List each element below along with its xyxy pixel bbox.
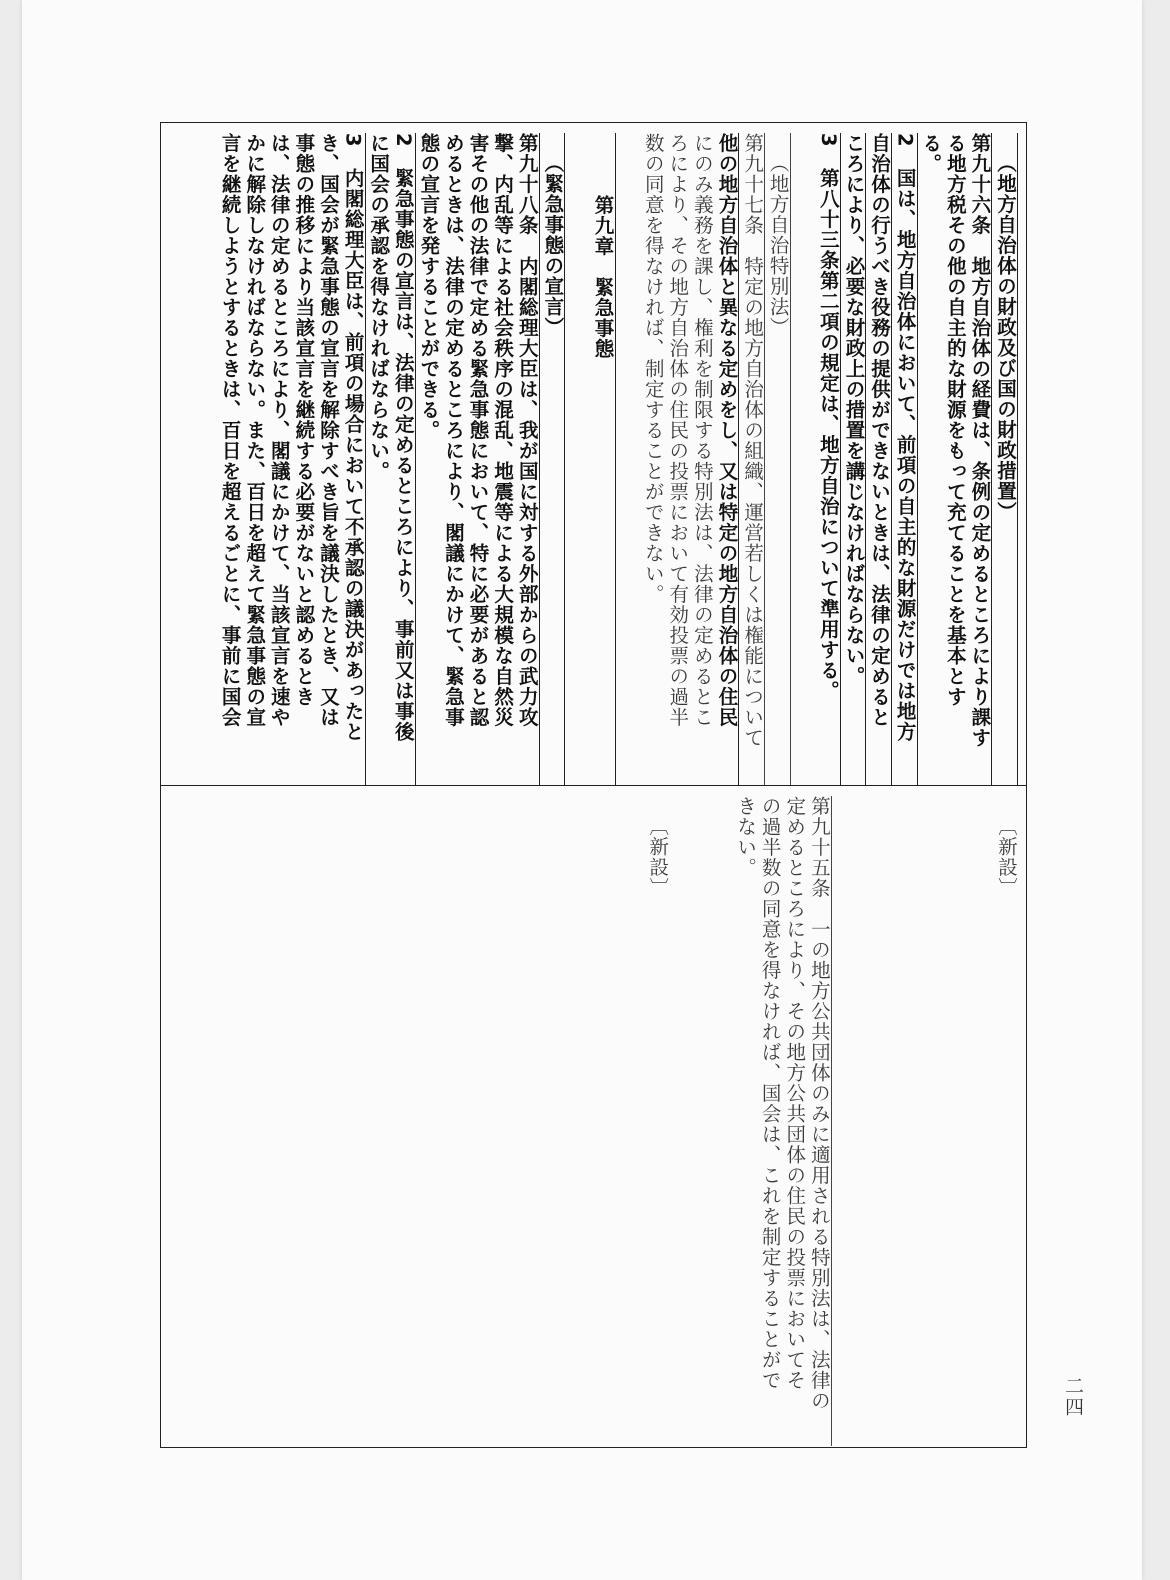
text-column: （緊急事態の宣言） bbox=[540, 133, 566, 785]
text-column: 自治体の行うべき役務の提供ができないときは、法律の定めると bbox=[866, 133, 892, 785]
text-column: 3 内閣総理大臣は、前項の場合において不承認の議決があったと bbox=[340, 133, 366, 785]
column-spacer bbox=[895, 796, 920, 1446]
comparison-table bbox=[160, 122, 1027, 1448]
text-column: き、国会が緊急事態の宣言を解除すべき旨を議決したとき、又は bbox=[316, 133, 340, 728]
text-column: 第九章 緊急事態 bbox=[590, 133, 616, 785]
text-column: 2 緊急事態の宣言は、法律の定めるところにより、事前又は事後 bbox=[390, 133, 416, 785]
column-spacer bbox=[708, 796, 733, 1446]
column-spacer bbox=[969, 796, 994, 1446]
text-column: かに解除しなければならない。また、百日を超えて緊急事態の宣 bbox=[243, 133, 267, 728]
text-column: 第九十五条 一の地方公共団体のみに適用される特別法は、法律の bbox=[806, 796, 832, 1446]
text-column: 害その他の法律で定める緊急事態において、特に必要があると認 bbox=[466, 133, 490, 728]
text-column: 3 第八十三条第二項の規定は、地方自治について準用する。 bbox=[815, 133, 841, 785]
current-text-pane bbox=[161, 786, 1026, 1446]
text-column: きない。 bbox=[734, 796, 758, 878]
column-spacer bbox=[616, 133, 641, 785]
text-column: 撃、内乱等による社会秩序の混乱、地震等による大規模な自然災 bbox=[491, 133, 515, 728]
text-column: ころにより、必要な財政上の措置を講じなければならない。 bbox=[841, 133, 867, 785]
document-page bbox=[22, 0, 1142, 1580]
text-column: る地方税その他の自主的な財源をもって充てることを基本とす bbox=[943, 133, 967, 707]
text-column: 数の同意を得なければ、制定することができない。 bbox=[641, 133, 665, 605]
text-column: 他の地方自治体と異なる定めをし、又は特定の地方自治体の住民 bbox=[714, 133, 740, 785]
text-column: は、法律の定めるところにより、閣議にかけて、当該宣言を速や bbox=[267, 133, 291, 728]
text-column: る。 bbox=[919, 133, 943, 174]
text-column: 〔新設〕 bbox=[995, 816, 1018, 898]
text-column: 態の宣言を発することができる。 bbox=[417, 133, 441, 441]
column-spacer bbox=[920, 796, 945, 1446]
text-column: にのみ義務を課し、権利を制限する特別法は、法律の定めるとこ bbox=[690, 133, 714, 728]
text-column: （地方自治体の財政及び国の財政措置） bbox=[992, 133, 1018, 785]
text-column: の過半数の同意を得なければ、国会は、これを制定することがで bbox=[758, 796, 782, 1391]
text-column: （地方自治特別法） bbox=[765, 133, 791, 785]
column-spacer bbox=[669, 796, 683, 1446]
text-column: に国会の承認を得なければならない。 bbox=[367, 133, 391, 482]
text-column: 第九十六条 地方自治体の経費は、条例の定めるところにより課す bbox=[967, 133, 993, 785]
text-column: 〔新設〕 bbox=[646, 816, 670, 898]
text-column: 第九十七条 特定の地方自治体の組織、運営若しくは権能について bbox=[739, 133, 765, 785]
page-number: 二四 bbox=[1062, 1376, 1084, 1418]
text-column: ろにより、その地方自治体の住民の投票において有効投票の過半 bbox=[666, 133, 690, 728]
column-spacer bbox=[832, 796, 846, 1446]
column-spacer bbox=[870, 796, 895, 1446]
column-spacer bbox=[683, 796, 708, 1446]
text-column: 言を継続しようとするときは、百日を超えるごとに、事前に国会 bbox=[218, 133, 242, 728]
column-spacer bbox=[944, 796, 969, 1446]
text-column: めるときは、法律の定めるところにより、閣議にかけて、緊急事 bbox=[441, 133, 465, 728]
text-column: 2 国は、地方自治体において、前項の自主的な財源だけでは地方 bbox=[892, 133, 918, 785]
text-column: 事態の推移により当該宣言を継続する必要がないと認めるとき bbox=[292, 133, 316, 707]
text-column: 定めるところにより、その地方公共団体の住民の投票においてそ bbox=[783, 796, 807, 1391]
column-spacer bbox=[791, 133, 816, 785]
column-spacer bbox=[565, 133, 590, 785]
amended-text-pane bbox=[161, 123, 1026, 785]
text-column: 第九十八条 内閣総理大臣は、我が国に対する外部からの武力攻 bbox=[514, 133, 540, 785]
column-spacer bbox=[846, 796, 871, 1446]
